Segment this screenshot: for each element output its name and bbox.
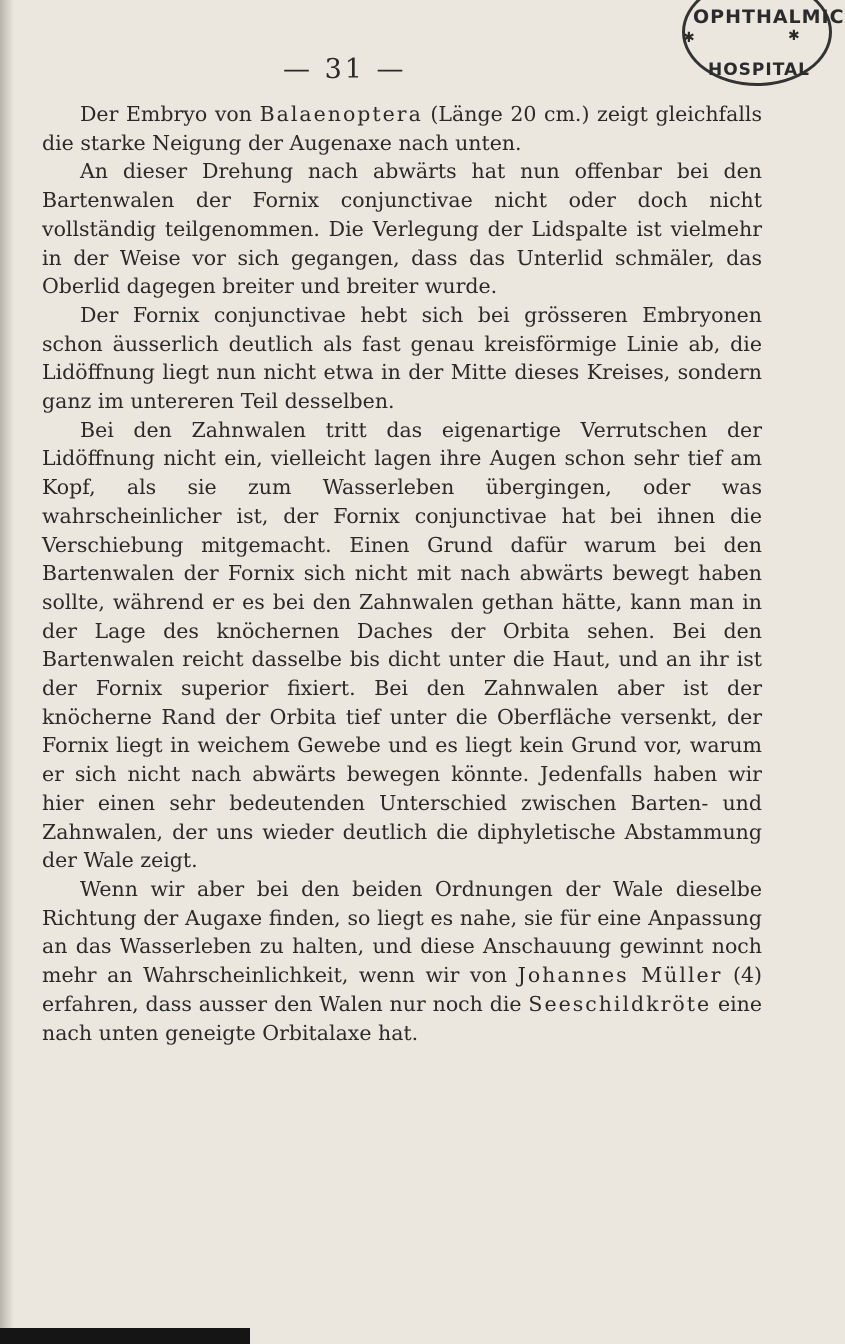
body-text [42, 100, 762, 1047]
page-bottom-edge [0, 1328, 250, 1344]
stamp-top-text: OPHTHALMIC [693, 6, 845, 28]
page-gutter-shadow [0, 0, 14, 1344]
paragraph-1: Der Embryo von Balaenoptera (Länge 20 cm.) zeigt gleichfalls die starke Neigung der Augenaxe nach unten. [42, 102, 762, 155]
paragraph-4: Bei den Zahnwalen tritt das eigenartige Verrutschen der Lidöffnung nicht ein, vielleicht lagen ihre Augen schon sehr tief am Kopf, als sie zum Wasserleben übergingen, oder was wahrscheinlicher ist, der Fornix conjunctivae hat bei ihnen die Verschiebung mitgemacht. Einen Grund dafür warum bei den Bartenwalen der Fornix sich nicht mit nach abwärts bewegt haben sollte, während er es bei den Zahnwalen gethan hätte, kann man in der Lage des knöchernen Daches der Orbita sehen. Bei den Bartenwalen reicht dasselbe bis dicht unter die Haut, und an ihr ist der Fornix superior fixiert. Bei den Zahnwalen aber ist der knöcherne Rand der Orbita tief unter die Oberfläche versenkt, der Fornix liegt in weichem Gewebe und es liegt kein Grund vor, warum er sich nicht nach abwärts bewegen könnte. Jedenfalls haben wir hier einen sehr bedeutenden Unterschied zwischen Barten- und Zahnwalen, der uns wieder deutlich die diphyletische Abstammung der Wale zeigt. [42, 417, 762, 873]
genus-name: Balaenoptera [259, 102, 423, 126]
paragraph-2: An dieser Drehung nach abwärts hat nun offenbar bei den Bartenwalen der Fornix conjunctivae nicht oder doch nicht vollständig teilgenommen. Die Verlegung der Lidspalte ist vielmehr in der Weise vor sich gegangen, dass das Unterlid schmäler, das Oberlid dagegen breiter und breiter wurde. [42, 159, 762, 299]
paragraph-5: Wenn wir aber bei den beiden Ordnungen der Wale dieselbe Richtung der Augaxe finden, so liegt es nahe, sie für eine Anpassung an das Wasserleben zu halten, und diese Anschauung gewinnt noch mehr an Wahrscheinlichkeit, wenn wir von Johannes Müller (4) erfahren, dass ausser den Walen nur noch die Seeschildkröte eine nach unten geneigte Orbitalaxe hat. [42, 876, 763, 1045]
stamp-star-icon: ✱ [788, 28, 800, 44]
author-name: Johannes Müller [517, 963, 723, 988]
stamp-star-icon: ✱ [683, 30, 695, 46]
paragraph-3: Der Fornix conjunctivae hebt sich bei grösseren Embryonen schon äusserlich deutlich als fast genau kreisförmige Linie ab, die Lidöffnung liegt nun nicht etwa in der Mitte dieses Kreises, sondern ganz im untereren Teil desselben. [42, 302, 762, 414]
stamp-bottom-text: HOSPITAL [708, 60, 810, 80]
page-number: — 31 — [283, 54, 407, 85]
species-name: Seeschildkröte [528, 991, 712, 1016]
